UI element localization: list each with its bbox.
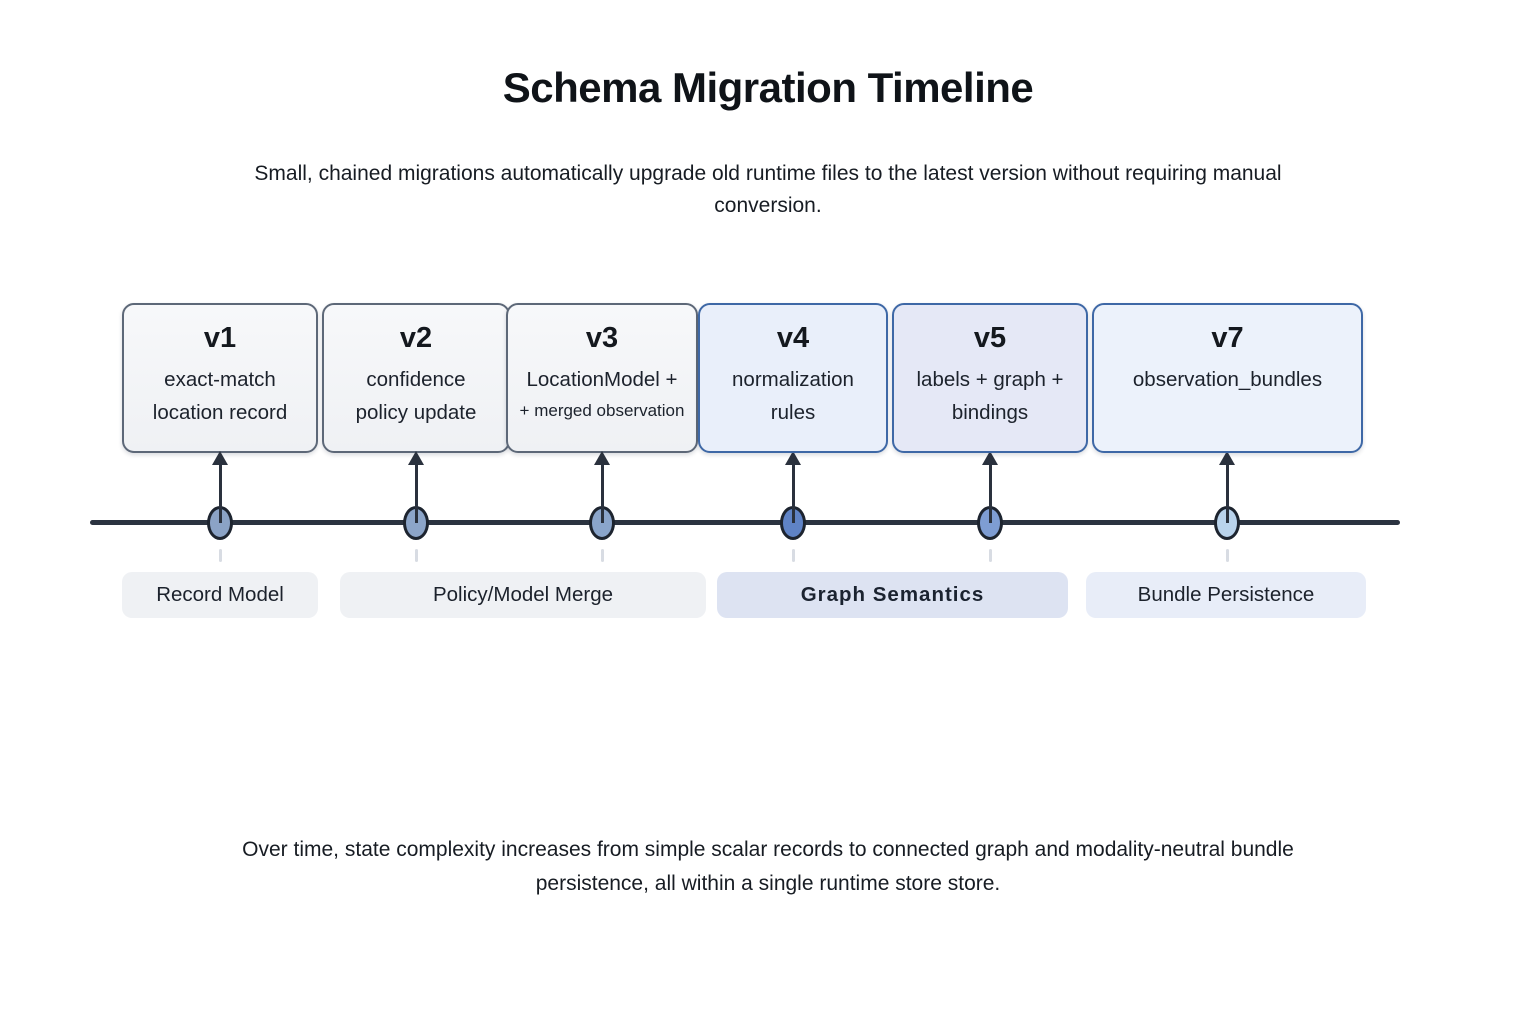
subtitle: Small, chained migrations automatically upgrade old runtime files to the latest version without requiring manual conversion. (254, 162, 1282, 217)
version-desc-line2: + merged observation (519, 401, 685, 420)
version-box-v5 (892, 303, 1088, 453)
version-desc-line1: confidence (366, 368, 466, 391)
version-label: v3 (585, 322, 619, 354)
version-label: v2 (399, 322, 433, 354)
version-box-v7 (1092, 303, 1363, 453)
version-label: v7 (1211, 322, 1244, 354)
version-box-v2 (322, 303, 510, 453)
arrow-up-icon-v3 (594, 451, 610, 523)
version-desc-line2: policy update (355, 401, 477, 424)
version-label: v5 (973, 322, 1007, 354)
page-title: Schema Migration Timeline (502, 64, 1034, 112)
category-pill-policy-model-merge (340, 572, 706, 618)
tick-mark-v5 (989, 549, 992, 562)
category-label: Policy/Model Merge (432, 583, 613, 606)
arrow-up-icon-v4 (785, 451, 801, 523)
arrow-up-icon-v7 (1219, 451, 1235, 523)
footer-text: Over time, state complexity increases from simple scalar records to connected graph and modality-neutral bundle persistence, all within a single runtime store store. (242, 838, 1294, 895)
arrow-up-icon-v2 (408, 451, 424, 523)
arrow-up-icon-v5 (982, 451, 998, 523)
version-desc-line1: LocationModel + (526, 368, 678, 391)
category-pill-record-model (122, 572, 318, 618)
category-label: Record Model (156, 583, 284, 606)
version-label: v1 (203, 322, 237, 354)
category-pill-graph-semantics (717, 572, 1068, 618)
tick-mark-v2 (415, 549, 418, 562)
version-box-v1 (122, 303, 318, 453)
timeline-axis (90, 520, 1400, 525)
tick-mark-v3 (601, 549, 604, 562)
version-box-v4 (698, 303, 888, 453)
version-desc-line1: exact-match (164, 368, 276, 391)
version-desc-line1: labels + graph + (916, 368, 1064, 391)
version-box-v3 (506, 303, 698, 453)
tick-mark-v1 (219, 549, 222, 562)
arrow-up-icon-v1 (212, 451, 228, 523)
version-desc-line1: observation_bundles (1132, 368, 1323, 391)
version-desc-line1: normalization (732, 368, 854, 391)
category-label: Bundle Persistence (1137, 583, 1315, 606)
category-pill-bundle-persistence (1086, 572, 1366, 618)
category-label: Graph Semantics (800, 583, 985, 606)
version-desc-line2: location record (152, 401, 288, 424)
version-desc-line2: rules (770, 401, 816, 424)
tick-mark-v4 (792, 549, 795, 562)
version-desc-line2: bindings (951, 401, 1029, 424)
version-label: v4 (776, 322, 810, 354)
tick-mark-v7 (1226, 549, 1229, 562)
